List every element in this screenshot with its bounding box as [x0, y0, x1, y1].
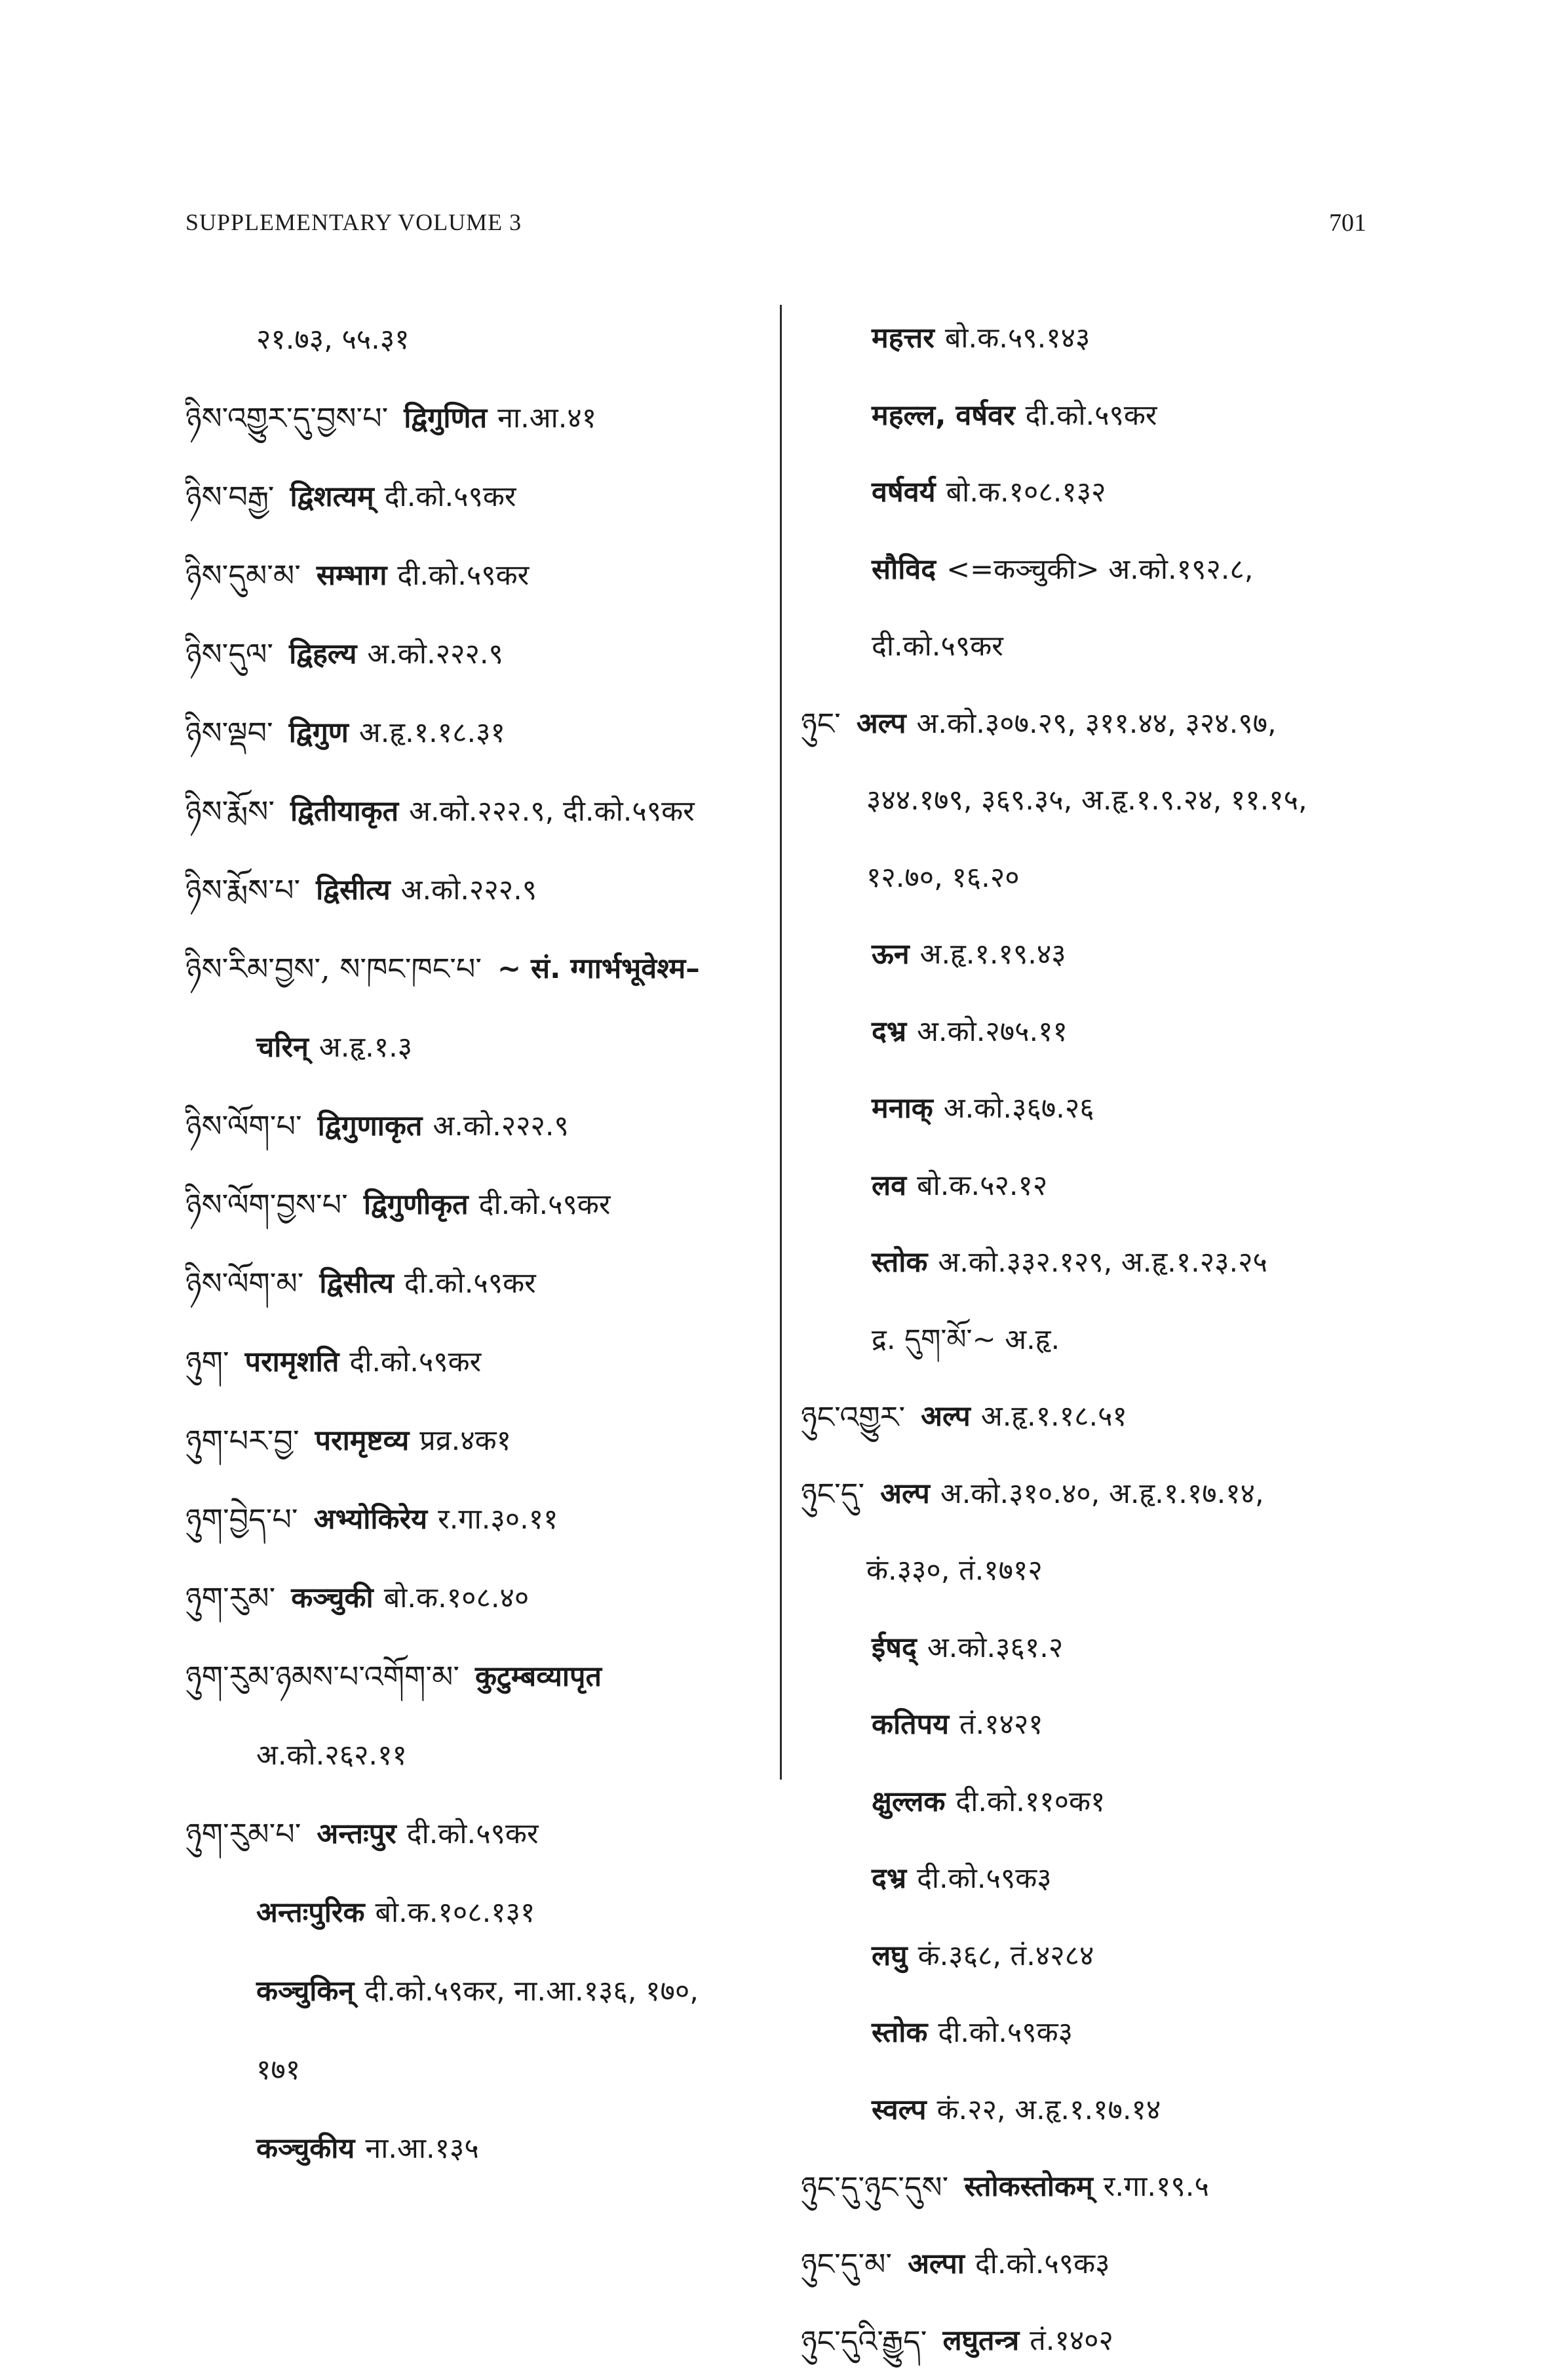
tibetan-headword: ཉིས་ལོག་བྱས་པ་: [185, 1187, 348, 1222]
source-reference: अ.हृ.१.१८.३१: [358, 716, 505, 749]
entry-line: [185, 772, 779, 851]
entry-line: [801, 300, 1378, 378]
source-reference: अ.को.२६२.११: [256, 1738, 407, 1772]
tibetan-headword: ཉིས་ལོག་པ་: [185, 1108, 302, 1144]
sanskrit-equivalent: वर्षवर्य: [872, 476, 936, 509]
source-reference: दी.को.५९कर: [1025, 399, 1157, 432]
sanskrit-equivalent: कञ्चुकी: [291, 1581, 374, 1614]
entry-line: [801, 686, 1378, 763]
entry-line: [185, 1244, 779, 1323]
source-reference: ना.आ.१३५: [365, 2132, 479, 2165]
entry-line: [185, 1165, 779, 1244]
sanskrit-equivalent: लव: [872, 1169, 907, 1202]
tibetan-headword: ཉུང་དུ་ཉུང་དུས་: [801, 2169, 949, 2205]
running-head: SUPPLEMENTARY VOLUME 3: [185, 209, 522, 235]
entry-line: [185, 2031, 779, 2109]
tibetan-headword: ཉུང་དུ་མ་: [801, 2246, 893, 2282]
entry-line: [801, 1070, 1378, 1148]
source-reference: अ.हृ.१.१९.४३: [919, 938, 1066, 971]
sanskrit-equivalent: ऊन: [872, 938, 910, 971]
sanskrit-equivalent: स्तोक: [872, 2016, 928, 2050]
entry-line: [801, 1456, 1378, 1533]
tibetan-headword: ཉིས་ལོག་མ་: [185, 1266, 304, 1301]
source-reference: अ.को.३१०.४०, अ.हृ.१.१७.१४,: [940, 1477, 1264, 1510]
source-reference: १७१: [256, 2053, 301, 2086]
sanskrit-equivalent: मनाक्: [872, 1092, 933, 1125]
sanskrit-equivalent: लघु: [872, 1939, 908, 1972]
entry-line: [185, 693, 779, 772]
entry-line: [801, 1532, 1378, 1610]
source-reference: अ.को.२७५.११: [917, 1015, 1068, 1048]
source-reference: दी.को.५९कर: [397, 558, 530, 592]
sanskrit-equivalent: चरिन्: [256, 1030, 309, 1064]
tibetan-headword: ཉུང་དུ་: [801, 1476, 865, 1512]
source-reference: अ.को.२२२.९: [400, 873, 537, 907]
source-reference: ३४४.१७९, ३६९.३५, अ.हृ.१.९.२४, ११.१५,: [866, 784, 1307, 817]
sanskrit-equivalent: क्षुल्लक: [872, 1785, 946, 1818]
tibetan-headword: ཉུང་དུའི་རྒྱུད་: [801, 2323, 927, 2359]
sanskrit-equivalent: अल्पा: [908, 2247, 965, 2280]
entry-line: [185, 1873, 779, 1952]
entry-line: [801, 840, 1378, 917]
tibetan-headword: ཉུག་རུམ་ཉམས་པ་འགོག་མ་: [185, 1659, 460, 1694]
entry-line: [185, 1716, 779, 1795]
source-reference: कं.३३०, तं.१७१२: [866, 1554, 1043, 1588]
sanskrit-equivalent: द्विहल्य: [289, 637, 357, 671]
tibetan-headword: ཉུང་འགྱུར་: [801, 1399, 906, 1435]
entry-line: [801, 532, 1378, 609]
sanskrit-equivalent: दभ्र: [872, 1015, 907, 1048]
entry-line: [185, 1559, 779, 1637]
source-reference: दी.को.५९कर: [406, 1817, 539, 1850]
sanskrit-equivalent: द्विगुण: [288, 716, 349, 749]
source-reference: बो.क.५९.१४३: [944, 322, 1090, 355]
sanskrit-equivalent: द्विगुणित: [404, 401, 488, 435]
tibetan-headword: ཉིས་བརྒྱ་: [185, 479, 275, 515]
source-reference: अ.को.३३२.१२९, अ.हृ.१.२३.२५: [938, 1246, 1267, 1279]
source-reference: अ.को.३६१.२: [927, 1631, 1064, 1664]
source-reference: कं.३६८, तं.४२८४: [917, 1939, 1094, 1972]
sanskrit-equivalent: द्विसीत्य: [319, 1266, 394, 1300]
entry-line: [801, 1302, 1378, 1379]
sanskrit-equivalent: कतिपय: [872, 1708, 950, 1742]
sanskrit-equivalent: अन्तःपुर: [317, 1817, 396, 1850]
source-reference: दी.को.५९कर: [478, 1188, 611, 1221]
tibetan-headword: ཉིས་འགྱུར་དུ་བྱས་པ་: [185, 400, 389, 436]
source-reference: बो.क.५२.१२: [917, 1169, 1048, 1202]
tibetan-headword: ཉུག་བྱེད་པ་: [185, 1502, 298, 1537]
tibetan-headword: ཉིས་རིམ་བྱས་, ས་ཁང་ཁང་པ་: [185, 951, 482, 986]
source-reference: तं.१४०२: [1030, 2324, 1113, 2358]
entry-line: [801, 1841, 1378, 1918]
sanskrit-equivalent: अन्तःपुरिक: [256, 1896, 365, 1929]
sanskrit-equivalent: स्तोकस्तोकम्: [964, 2170, 1093, 2204]
tibetan-headword: ཉིས་དུལ་: [185, 636, 274, 672]
entry-line: [801, 454, 1378, 532]
entry-line: [801, 1378, 1378, 1456]
tibetan-headword: ཉིས་རྨོས་པ་: [185, 872, 301, 908]
entry-line: [185, 1637, 779, 1716]
entry-line: [801, 1918, 1378, 1995]
sanskrit-equivalent: अल्प: [856, 707, 906, 740]
tibetan-headword: ཉུག་རུམ་: [185, 1580, 276, 1616]
source-reference: दी.को.५९कर: [384, 480, 516, 513]
source-reference: प्रव्र.४क१: [419, 1424, 512, 1457]
tibetan-headword: ཉུག་: [185, 1344, 229, 1380]
sanskrit-equivalent: परामृष्टव्य: [315, 1424, 410, 1457]
entry-line: [185, 2109, 779, 2188]
sanskrit-equivalent: महत्तर: [872, 322, 935, 355]
entry-line: [801, 378, 1378, 455]
entry-line: [185, 615, 779, 693]
sanskrit-equivalent: द्विसीत्य: [316, 873, 391, 907]
sanskrit-equivalent: परामृशति: [244, 1345, 339, 1378]
sanskrit-equivalent: द्विशत्यम्: [290, 480, 374, 513]
source-reference: दी.को.५९कर: [349, 1345, 482, 1378]
source-reference: दी.को.५९क३: [974, 2247, 1110, 2280]
entry-line: [801, 1610, 1378, 1687]
entry-line: [801, 916, 1378, 994]
sanskrit-equivalent: स्वल्प: [872, 2093, 927, 2126]
sanskrit-equivalent: अल्प: [880, 1477, 930, 1510]
entry-line: [185, 536, 779, 615]
source-reference: दी.को.५९क३: [917, 1862, 1052, 1896]
entry-line: [185, 1952, 779, 2031]
sanskrit-equivalent: ~ सं. ग्गार्भभूवेश्म–: [497, 952, 700, 985]
right-column: [801, 300, 1378, 2380]
entry-line: [801, 1764, 1378, 1841]
entry-line: [801, 2072, 1378, 2149]
sanskrit-equivalent: लघुतन्त्र: [942, 2324, 1020, 2358]
entry-line: [185, 1480, 779, 1559]
source-reference: अ.हृ.१.१८.५१: [980, 1400, 1127, 1434]
source-reference: र.गा.१९.५: [1103, 2170, 1209, 2204]
entry-line: [185, 300, 779, 379]
left-column: [185, 300, 779, 2188]
tibetan-headword: ཉིས་དུམ་མ་: [185, 558, 301, 593]
page-number: 701: [1329, 209, 1366, 237]
tibetan-headword: ཉིས་ལྡབ་: [185, 715, 273, 751]
entry-line: [185, 1401, 779, 1480]
sanskrit-equivalent: द्विगुणीकृत: [363, 1188, 469, 1221]
entry-line: [185, 1008, 779, 1087]
source-reference: ना.आ.४१: [497, 401, 597, 435]
source-reference: अ.हृ.१.३: [318, 1030, 413, 1064]
source-reference: तं.१४२१: [959, 1708, 1043, 1742]
source-reference: २१.७३, ५५.३१: [256, 322, 410, 356]
source-reference: अ.को.२२२.९, दी.को.५९कर: [409, 794, 695, 828]
entry-line: [801, 2149, 1378, 2226]
source-reference: अ.को.३०७.२९, ३११.४४, ३२४.९७,: [916, 707, 1277, 740]
tibetan-headword: ཉིས་རྨོས་: [185, 794, 275, 829]
entry-line: [185, 379, 779, 458]
sanskrit-equivalent: अल्प: [921, 1400, 971, 1434]
tibetan-headword: ཉུང་: [801, 706, 841, 742]
sanskrit-equivalent: कञ्चुकीय: [256, 2132, 355, 2165]
source-reference: दी.को.११०क१: [955, 1785, 1106, 1818]
sanskrit-equivalent: अभ्योकिरेय: [313, 1502, 428, 1536]
sanskrit-equivalent: महल्ल, वर्षवर: [872, 399, 1015, 432]
source-reference: १२.७०, १६.२०: [866, 861, 1020, 894]
source-reference: दी.को.५९क३: [938, 2016, 1073, 2050]
tibetan-headword: ཉུག་རུམ་པ་: [185, 1816, 301, 1852]
entry-line: [801, 1687, 1378, 1764]
source-reference: र.गा.३०.११: [438, 1502, 558, 1536]
source-reference: <=कञ्चुकी> अ.को.१९२.८,: [946, 553, 1254, 586]
tibetan-headword: ཉུག་པར་བྱ་: [185, 1423, 299, 1458]
source-reference: अ.को.३६७.२६: [943, 1092, 1094, 1125]
entry-line: [801, 2303, 1378, 2380]
entry-line: [801, 762, 1378, 840]
sanskrit-equivalent: कञ्चुकिन्: [256, 1974, 355, 2008]
source-reference: दी.को.५९कर: [872, 630, 1003, 663]
sanskrit-equivalent: सम्भाग: [316, 558, 387, 592]
entry-line: [185, 1087, 779, 1165]
source-reference: अ.को.२२२.९: [367, 637, 503, 671]
entry-line: [801, 1995, 1378, 2072]
sanskrit-equivalent: स्तोक: [872, 1246, 928, 1279]
entry-line: [185, 1323, 779, 1401]
sanskrit-equivalent: ईषद्: [872, 1631, 917, 1664]
source-reference: दी.को.५९कर, ना.आ.१३६, १७०,: [364, 1974, 699, 2008]
source-reference: बो.क.१०८.४०: [383, 1581, 530, 1614]
entry-line: [801, 1224, 1378, 1302]
source-reference: कं.२२, अ.हृ.१.१७.१४: [936, 2093, 1161, 2126]
source-reference: दी.को.५९कर: [404, 1266, 536, 1300]
source-reference: बो.क.१०८.१३२: [946, 476, 1106, 509]
entry-line: [801, 994, 1378, 1071]
sanskrit-equivalent: द्विगुणाकृत: [317, 1109, 423, 1142]
sanskrit-equivalent: दभ्र: [872, 1862, 907, 1896]
entry-line: [801, 2226, 1378, 2303]
source-reference: अ.को.२२२.९: [433, 1109, 569, 1142]
column-divider: [780, 305, 782, 1780]
source-reference: बो.क.१०८.१३१: [375, 1896, 535, 1929]
sanskrit-equivalent: कुटुम्बव्यापृत: [475, 1660, 602, 1693]
entry-line: [185, 929, 779, 1008]
entry-line: [185, 458, 779, 536]
entry-line: [185, 1795, 779, 1873]
sanskrit-equivalent: सौविद: [872, 553, 936, 586]
sanskrit-equivalent: द्वितीयाकृत: [290, 794, 399, 828]
source-reference: द्र. དུག་མོ་~ अ.हृ.: [872, 1323, 1060, 1356]
entry-line: [801, 608, 1378, 686]
entry-line: [801, 1148, 1378, 1225]
entry-line: [185, 851, 779, 929]
